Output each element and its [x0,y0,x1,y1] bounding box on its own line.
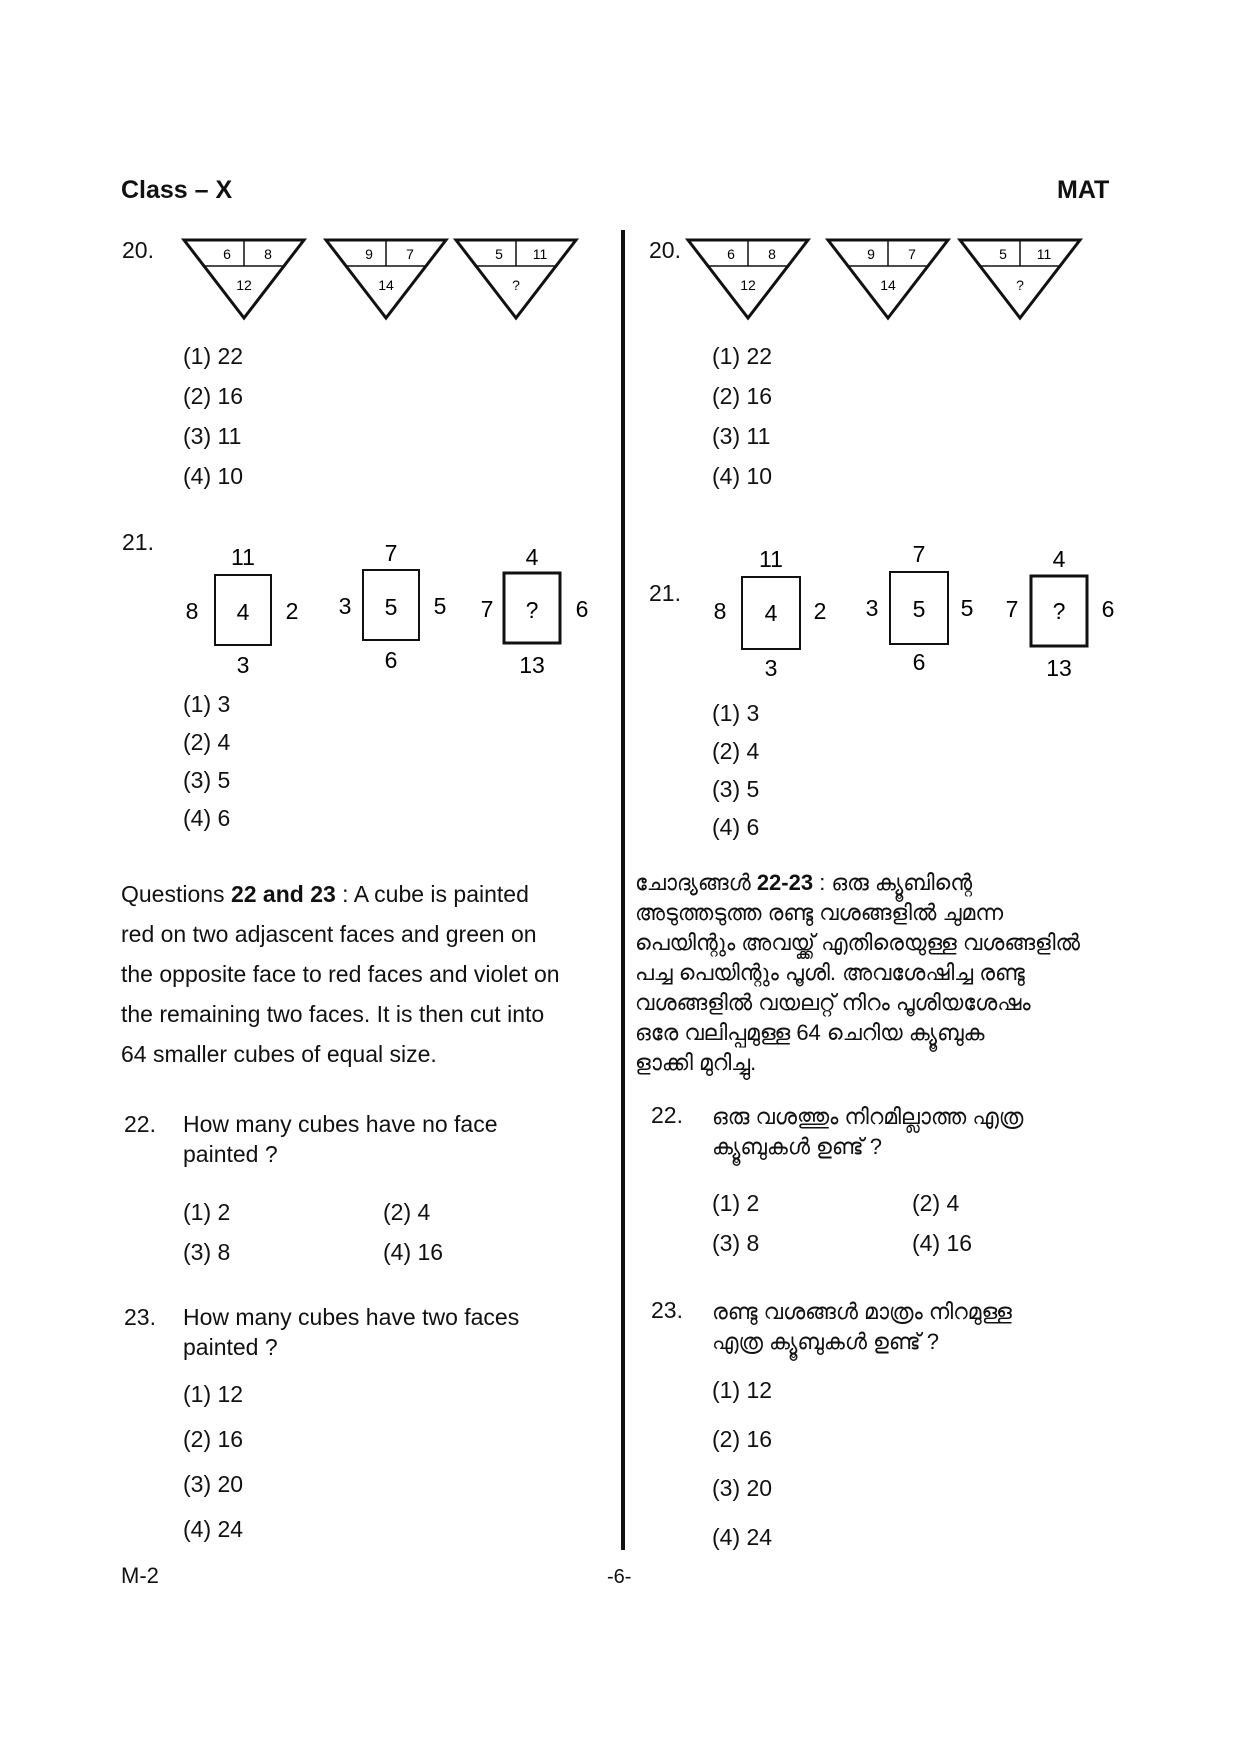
q23-option-3-ml: (3) 20 [712,1475,773,1501]
triangle-2-c: 14 [378,277,394,293]
q22-option-1-ml: (1) 2 [712,1190,760,1216]
triangle-2-a: 9 [365,246,373,262]
box-3 [481,544,589,678]
q20-option-1-ml: (1) 22 [712,343,773,369]
triangle-2-b: 7 [908,246,916,262]
q22-option-3-ml: (3) 8 [712,1230,760,1256]
triangle-3 [960,240,1080,318]
box-3-bottom: 13 [519,652,545,678]
passage-english-line: red on two adjascent faces and green on [121,921,537,947]
box-2-center: 5 [912,596,926,622]
triangle-2-a: 9 [867,246,875,262]
box-2-right: 5 [433,593,447,619]
q20-option-3: (3) 11 [183,423,242,449]
triangle-1-a: 6 [223,246,231,262]
triangle-2 [326,240,446,318]
q20-option-1: (1) 22 [183,343,244,369]
q20-option-2: (2) 16 [183,383,244,409]
q23-option-1-ml: (1) 12 [712,1377,773,1403]
q23-option-4-ml: (4) 24 [712,1524,773,1550]
triangle-1-b: 8 [264,246,272,262]
triangle-3-b: 11 [1036,246,1052,262]
q20-triangles [180,236,600,324]
q21-option-2: (2) 4 [183,729,231,755]
q23-option-2: (2) 16 [183,1426,244,1452]
q23-text-line: How many cubes have two faces [183,1304,520,1330]
box-1-bottom: 3 [764,655,778,681]
q22-text-line: painted ? [183,1141,278,1167]
box-1-top: 11 [759,546,783,572]
box-1-top: 11 [231,544,255,570]
q22-number-ml: 22. [651,1102,683,1128]
q20-number: 20. [122,237,154,263]
q21-option-1: (1) 3 [183,691,231,717]
box-1-right: 2 [285,598,299,624]
triangle-1 [688,240,808,318]
passage-malayalam-line: ചോദ്യങ്ങൾ 22-23 : ഒരു ക്യൂബിന്റെ [635,870,973,895]
passage-english [121,874,596,1074]
q20-option-4: (4) 10 [183,463,244,489]
triangle-3 [456,240,576,318]
passage-english-line: Questions 22 and 23 : A cube is painted [121,881,529,907]
q20-option-3-ml: (3) 11 [712,423,771,449]
q23-text-line: painted ? [183,1334,278,1360]
box-1-center: 4 [236,599,250,625]
box-3-center: ? [525,597,539,623]
passage-malayalam-line: വശങ്ങളിൽ വയലറ്റ് നിറം പൂശിയശേഷം [635,990,1031,1015]
box-3-top: 4 [525,544,539,570]
box-3-center: ? [1052,598,1066,624]
triangle-1 [184,240,304,318]
box-1-right: 2 [813,598,827,624]
q21-option-3-ml: (3) 5 [712,776,760,802]
q21-option-1-ml: (1) 3 [712,700,760,726]
box-2-left: 3 [865,595,879,621]
q22-text-line: How many cubes have no face [183,1111,498,1137]
passage-malayalam-line: ഒരേ വലിപ്പമുള്ള 64 ചെറിയ ക്യൂബുക [635,1020,985,1045]
box-2-center: 5 [384,594,398,620]
box-2-top: 7 [384,540,398,566]
q20-option-4-ml: (4) 10 [712,463,773,489]
triangle-1-a: 6 [727,246,735,262]
box-1-bottom: 3 [236,652,250,678]
q20-triangles-ml [684,236,1104,324]
q21-option-2-ml: (2) 4 [712,738,760,764]
passage-malayalam-line: പച്ച പെയിന്റും പൂശി. അവശേഷിച്ച രണ്ടു [635,960,1025,985]
q21-option-4-ml: (4) 6 [712,814,760,840]
triangle-3-c: ? [512,277,520,293]
q22-option-2: (2) 4 [383,1199,431,1225]
page-number: -6- [607,1566,632,1588]
triangle-1-c: 12 [740,277,756,293]
box-3-bottom: 13 [1046,655,1072,681]
column-divider [621,230,625,1550]
q23-text-ml-line: രണ്ടു വശങ്ങൾ മാത്രം നിറമുള്ള [712,1299,1012,1324]
box-3-left: 7 [1005,596,1019,622]
header-subject: MAT [1057,176,1110,204]
q22-option-3: (3) 8 [183,1239,231,1265]
triangle-1-b: 8 [768,246,776,262]
box-2 [339,540,447,673]
q23-option-1: (1) 12 [183,1381,244,1407]
header-class: Class – X [121,176,233,204]
box-3 [1006,546,1115,681]
passage-english-line: the remaining two faces. It is then cut into [121,1001,545,1027]
triangle-3-a: 5 [495,246,503,262]
box-1 [714,546,827,681]
box-2 [866,541,974,675]
q21-option-4: (4) 6 [183,805,231,831]
triangle-1-c: 12 [236,277,252,293]
passage-malayalam [635,868,1115,1078]
q21-number: 21. [122,529,154,555]
box-2-top: 7 [912,541,926,567]
triangle-2 [828,240,948,318]
q23-number: 23. [124,1304,156,1330]
box-3-right: 6 [1101,596,1115,622]
passage-english-line: the opposite face to red faces and violet on [121,961,560,987]
q21-boxes [175,535,605,685]
box-1-left: 8 [185,598,199,624]
q21-option-3: (3) 5 [183,767,231,793]
box-3-right: 6 [575,596,589,622]
passage-malayalam-line: പെയിന്റും അവയ്ക്ക് എതിരെയുള്ള വശങ്ങളിൽ [635,930,1081,955]
triangle-3-c: ? [1016,277,1024,293]
q23-number-ml: 23. [651,1297,683,1323]
q22-option-4: (4) 16 [383,1239,444,1265]
q20-number-ml: 20. [649,237,681,263]
triangle-2-c: 14 [880,277,896,293]
q22-text-ml-line: ഒരു വശത്തും നിറമില്ലാത്ത എത്ര [712,1104,1024,1129]
q21-boxes-ml [702,536,1132,686]
box-2-left: 3 [338,593,352,619]
q22-number: 22. [124,1111,156,1137]
q20-option-2-ml: (2) 16 [712,383,773,409]
q23-option-4: (4) 24 [183,1516,244,1542]
box-1-left: 8 [713,598,727,624]
box-3-top: 4 [1052,546,1066,572]
triangle-2-b: 7 [406,246,414,262]
box-3-left: 7 [480,596,494,622]
q22-option-2-ml: (2) 4 [912,1190,960,1216]
q22-option-1: (1) 2 [183,1199,231,1225]
q23-text-ml-line: എത്ര ക്യൂബുകൾ ഉണ്ട് ? [712,1329,940,1354]
q22-option-4-ml: (4) 16 [912,1230,973,1256]
passage-malayalam-line: അടുത്തടുത്ത രണ്ടു വശങ്ങളിൽ ചുമന്ന [635,900,1004,925]
box-2-right: 5 [960,595,974,621]
box-2-bottom: 6 [912,649,926,675]
footer-code: M-2 [121,1563,159,1588]
q23-option-3: (3) 20 [183,1471,244,1497]
triangle-3-b: 11 [532,246,548,262]
passage-english-line: 64 smaller cubes of equal size. [121,1041,437,1067]
q21-number-ml: 21. [649,580,681,606]
box-1-center: 4 [764,600,778,626]
box-1 [186,544,299,678]
box-2-bottom: 6 [384,647,398,673]
q22-text-ml-line: ക്യൂബുകൾ ഉണ്ട് ? [712,1134,882,1159]
passage-malayalam-line: ളാക്കി മുറിച്ചു. [635,1050,757,1075]
triangle-3-a: 5 [999,246,1007,262]
q23-option-2-ml: (2) 16 [712,1426,773,1452]
